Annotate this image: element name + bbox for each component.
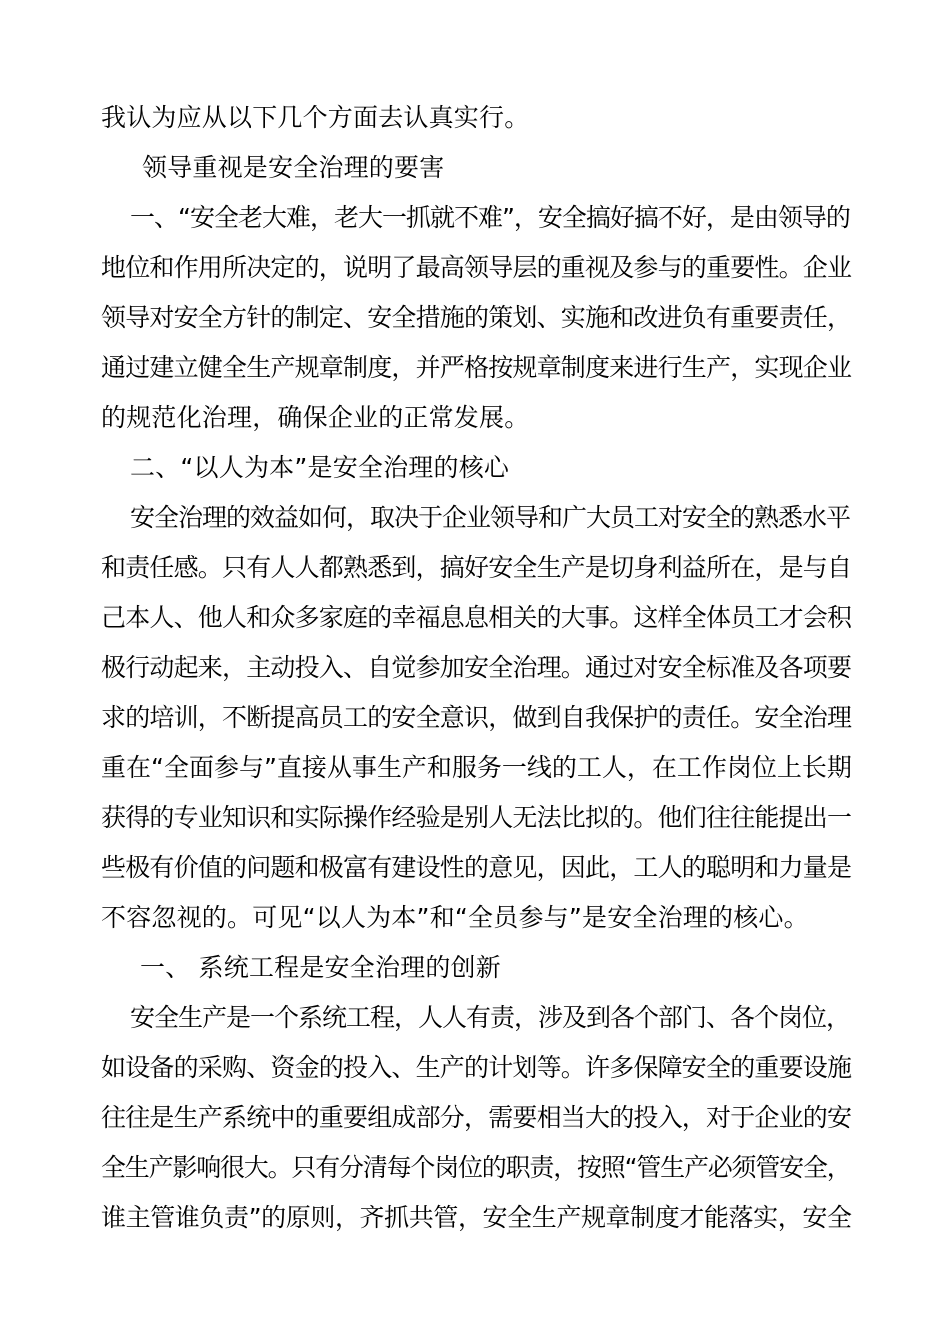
- text-line: 我认为应从以下几个方面去认真实行。: [101, 103, 530, 132]
- text-line: 如设备的采购、资金的投入、生产的计划等。许多保障安全的重要设施: [101, 1053, 852, 1082]
- text-line: 地位和作用所决定的，说明了最高领导层的重视及参与的重要性。企业: [101, 253, 852, 282]
- text-line: 获得的专业知识和实际操作经验是别人无法比拟的。他们往往能提出一: [101, 803, 852, 832]
- text-line: 往往是生产系统中的重要组成部分，需要相当大的投入，对于企业的安: [101, 1103, 852, 1132]
- text-line: 安全生产是一个系统工程，人人有责，涉及到各个部门、各个岗位，: [130, 1003, 851, 1032]
- text-line: 领导对安全方针的制定、安全措施的策划、实施和改进负有重要责任，: [101, 303, 852, 332]
- text-line: 全生产影响很大。只有分清每个岗位的职责，按照“管生产必须管安全，: [101, 1153, 851, 1182]
- section-heading: 一、 系统工程是安全治理的创新: [140, 953, 501, 982]
- text-line: 己本人、他人和众多家庭的幸福息息相关的大事。这样全体员工才会积: [101, 603, 852, 632]
- text-line: 不容忽视的。可见“以人为本”和“全员参与”是安全治理的核心。: [101, 903, 809, 932]
- text-line: 和责任感。只有人人都熟悉到，搞好安全生产是切身利益所在，是与自: [101, 553, 852, 582]
- text-line: 极行动起来，主动投入、自觉参加安全治理。通过对安全标准及各项要: [101, 653, 852, 682]
- text-line: 谁主管谁负责”的原则，齐抓共管，安全生产规章制度才能落实，安全: [101, 1203, 852, 1232]
- section-heading: 二、“以人为本”是安全治理的核心: [130, 453, 510, 482]
- text-line: 求的培训，不断提高员工的安全意识，做到自我保护的责任。安全治理: [101, 703, 852, 732]
- text-line: 通过建立健全生产规章制度，并严格按规章制度来进行生产，实现企业: [101, 353, 852, 382]
- text-line: 的规范化治理，确保企业的正常发展。: [101, 403, 530, 432]
- text-line: 些极有价值的问题和极富有建设性的意见，因此，工人的聪明和力量是: [101, 853, 852, 882]
- text-line: 重在“全面参与”直接从事生产和服务一线的工人，在工作岗位上长期: [101, 753, 852, 782]
- text-line: 一、“安全老大难，老大一抓就不难”，安全搞好搞不好，是由领导的: [130, 203, 850, 232]
- section-heading: 领导重视是安全治理的要害: [142, 153, 445, 182]
- text-line: 安全治理的效益如何，取决于企业领导和广大员工对安全的熟悉水平: [130, 503, 851, 532]
